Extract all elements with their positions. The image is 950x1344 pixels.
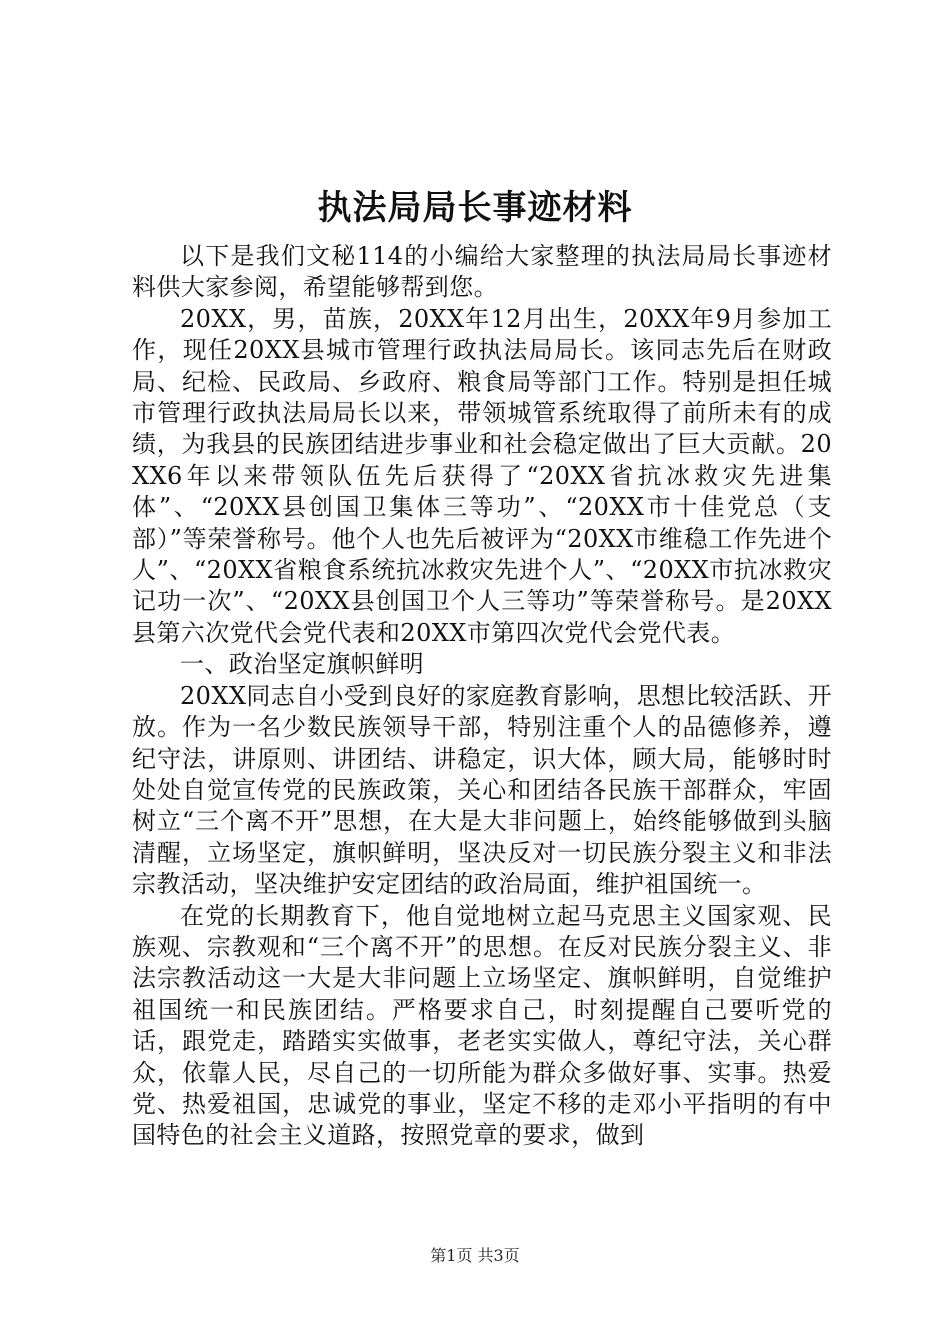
section-paragraph-1: 20XX同志自小受到良好的家庭教育影响，思想比较活跃、开放。作为一名少数民族领导干部，特别注重个人的品德修养，遵纪守法，讲原则、讲团结、讲稳定，识大体，顾大局，能够时时处处自觉宣传党的民族政策，关心和团结各民族干部群众，牢固树立“三个离不开”思想，在大是大非问题上，始终能够做到头脑清醒，立场坚定，旗帜鲜明，坚决反对一切民族分裂主义和非法宗教活动，坚决维护安定团结的政治局面，维护祖国统一。 xyxy=(132,681,832,899)
page-footer: 第1页 共3页 xyxy=(430,1246,520,1265)
document-body xyxy=(132,241,832,1152)
profile-paragraph: 20XX，男，苗族，20XX年12月出生，20XX年9月参加工作，现任20XX县城市管理行政执法局局长。该同志先后在财政局、纪检、民政局、乡政府、粮食局等部门工作。特别是担任城市管理行政执法局局长以来，带领城管系统取得了前所未有的成绩，为我县的民族团结进步事业和社会稳定做出了巨大贡献。20XX6年以来带领队伍先后获得了“20XX省抗冰救灾先进集体”、“20XX县创国卫集体三等功”、“20XX市十佳党总（支部）”等荣誉称号。他个人也先后被评为“20XX市维稳工作先进个人”、“20XX省粮食系统抗冰救灾先进个人”、“20XX市抗冰救灾记功一次”、“20XX县创国卫个人三等功”等荣誉称号。是20XX县第六次党代会党代表和20XX市第四次党代会党代表。 xyxy=(132,304,832,647)
section-paragraph-2: 在党的长期教育下，他自觉地树立起马克思主义国家观、民族观、宗教观和“三个离不开”的思想。在反对民族分裂主义、非法宗教活动这一大是大非问题上立场坚定、旗帜鲜明，自觉维护祖国统一和民族团结。严格要求自己，时刻提醒自己要听党的话，跟党走，踏踏实实做事，老老实实做人，尊纪守法，关心群众，依靠人民，尽自己的一切所能为群众多做好事、实事。热爱党、热爱祖国，忠诚党的事业，坚定不移的走邓小平指明的有中国特色的社会主义道路，按照党章的要求，做到 xyxy=(132,901,832,1150)
intro-paragraph: 以下是我们文秘114的小编给大家整理的执法局局长事迹材料供大家参阅，希望能够帮到您。 xyxy=(132,242,832,302)
section-heading: 一、政治坚定旗帜鲜明 xyxy=(180,650,424,679)
document-title: 执法局局长事迹材料 xyxy=(317,188,633,228)
